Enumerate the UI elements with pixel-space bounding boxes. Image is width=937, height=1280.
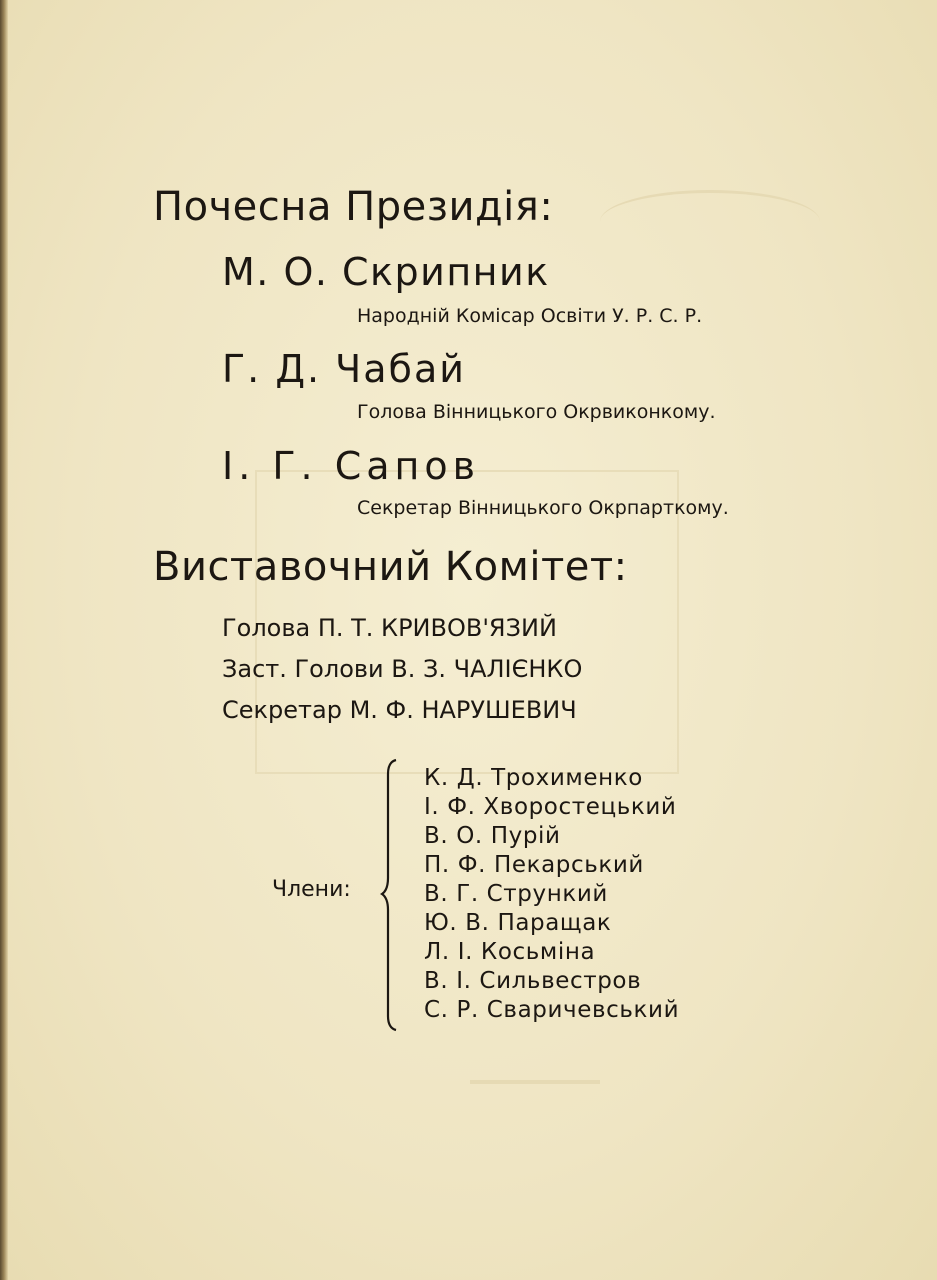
- committee-member: Ю. В. Паращак: [424, 910, 612, 936]
- presidium-member-name: М. О. Скрипник: [222, 250, 550, 294]
- presidium-member-name: Г. Д. Чабай: [222, 347, 466, 391]
- exhibition-committee-heading: Виставочний Комітет:: [153, 544, 628, 590]
- committee-member: В. О. Пурій: [424, 823, 561, 849]
- bleed-through-shape: [600, 190, 820, 253]
- committee-chairman: Голова П. Т. КРИВОВ'ЯЗИЙ: [222, 614, 557, 642]
- bleed-through-shape: [470, 1030, 600, 1084]
- committee-member: В. І. Сильвестров: [424, 968, 642, 994]
- presidium-member-title: Народній Комісар Освіти У. Р. С. Р.: [357, 305, 703, 327]
- committee-members-label: Члени:: [272, 877, 351, 902]
- committee-member: С. Р. Сваричевський: [424, 997, 680, 1023]
- page-binding-edge: [0, 0, 8, 1280]
- committee-member: П. Ф. Пекарський: [424, 852, 644, 878]
- committee-member: І. Ф. Хворостецький: [424, 794, 677, 820]
- committee-member: Л. І. Косьміна: [424, 939, 596, 965]
- committee-deputy-chairman: Заст. Голови В. З. ЧАЛІЄНКО: [222, 655, 583, 683]
- members-brace: [380, 758, 404, 1032]
- presidium-member-title: Секретар Вінницького Окрпарткому.: [357, 497, 729, 519]
- committee-member: В. Г. Стрункий: [424, 881, 608, 907]
- honorary-presidium-heading: Почесна Президія:: [153, 184, 554, 230]
- committee-member: К. Д. Трохименко: [424, 765, 643, 791]
- presidium-member-title: Голова Вінницького Окрвиконкому.: [357, 401, 716, 423]
- committee-secretary: Секретар М. Ф. НАРУШЕВИЧ: [222, 696, 577, 724]
- presidium-member-name: І. Г. Сапов: [222, 444, 481, 488]
